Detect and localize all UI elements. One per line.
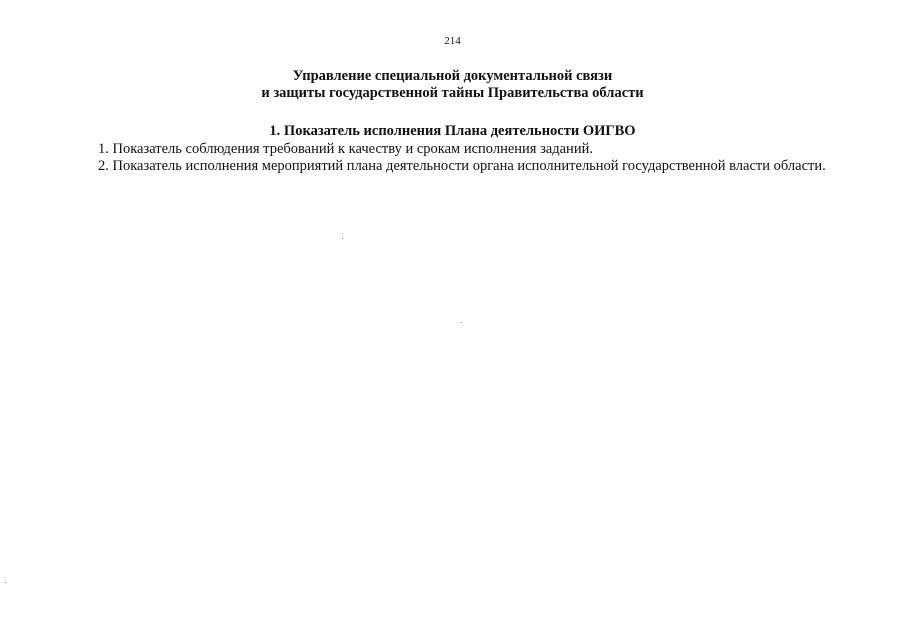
department-heading-line-2: и защиты государственной тайны Правительства области (261, 85, 644, 101)
indicator-list (98, 141, 826, 175)
section-title: 1. Показатель исполнения Плана деятельности ОИГВО (269, 123, 636, 139)
scan-speck (461, 322, 462, 323)
scan-speck (342, 238, 343, 239)
page-number: 214 (444, 35, 461, 47)
indicator-item-1: 1. Показатель соблюдения требований к качеству и срокам исполнения заданий. (98, 141, 593, 157)
scan-speck (5, 582, 6, 583)
department-heading-line-1: Управление специальной документальной связи (292, 68, 613, 84)
department-heading (0, 68, 905, 102)
indicator-item-2: 2. Показатель исполнения мероприятий плана деятельности органа исполнительной государственной власти области. (98, 158, 826, 174)
